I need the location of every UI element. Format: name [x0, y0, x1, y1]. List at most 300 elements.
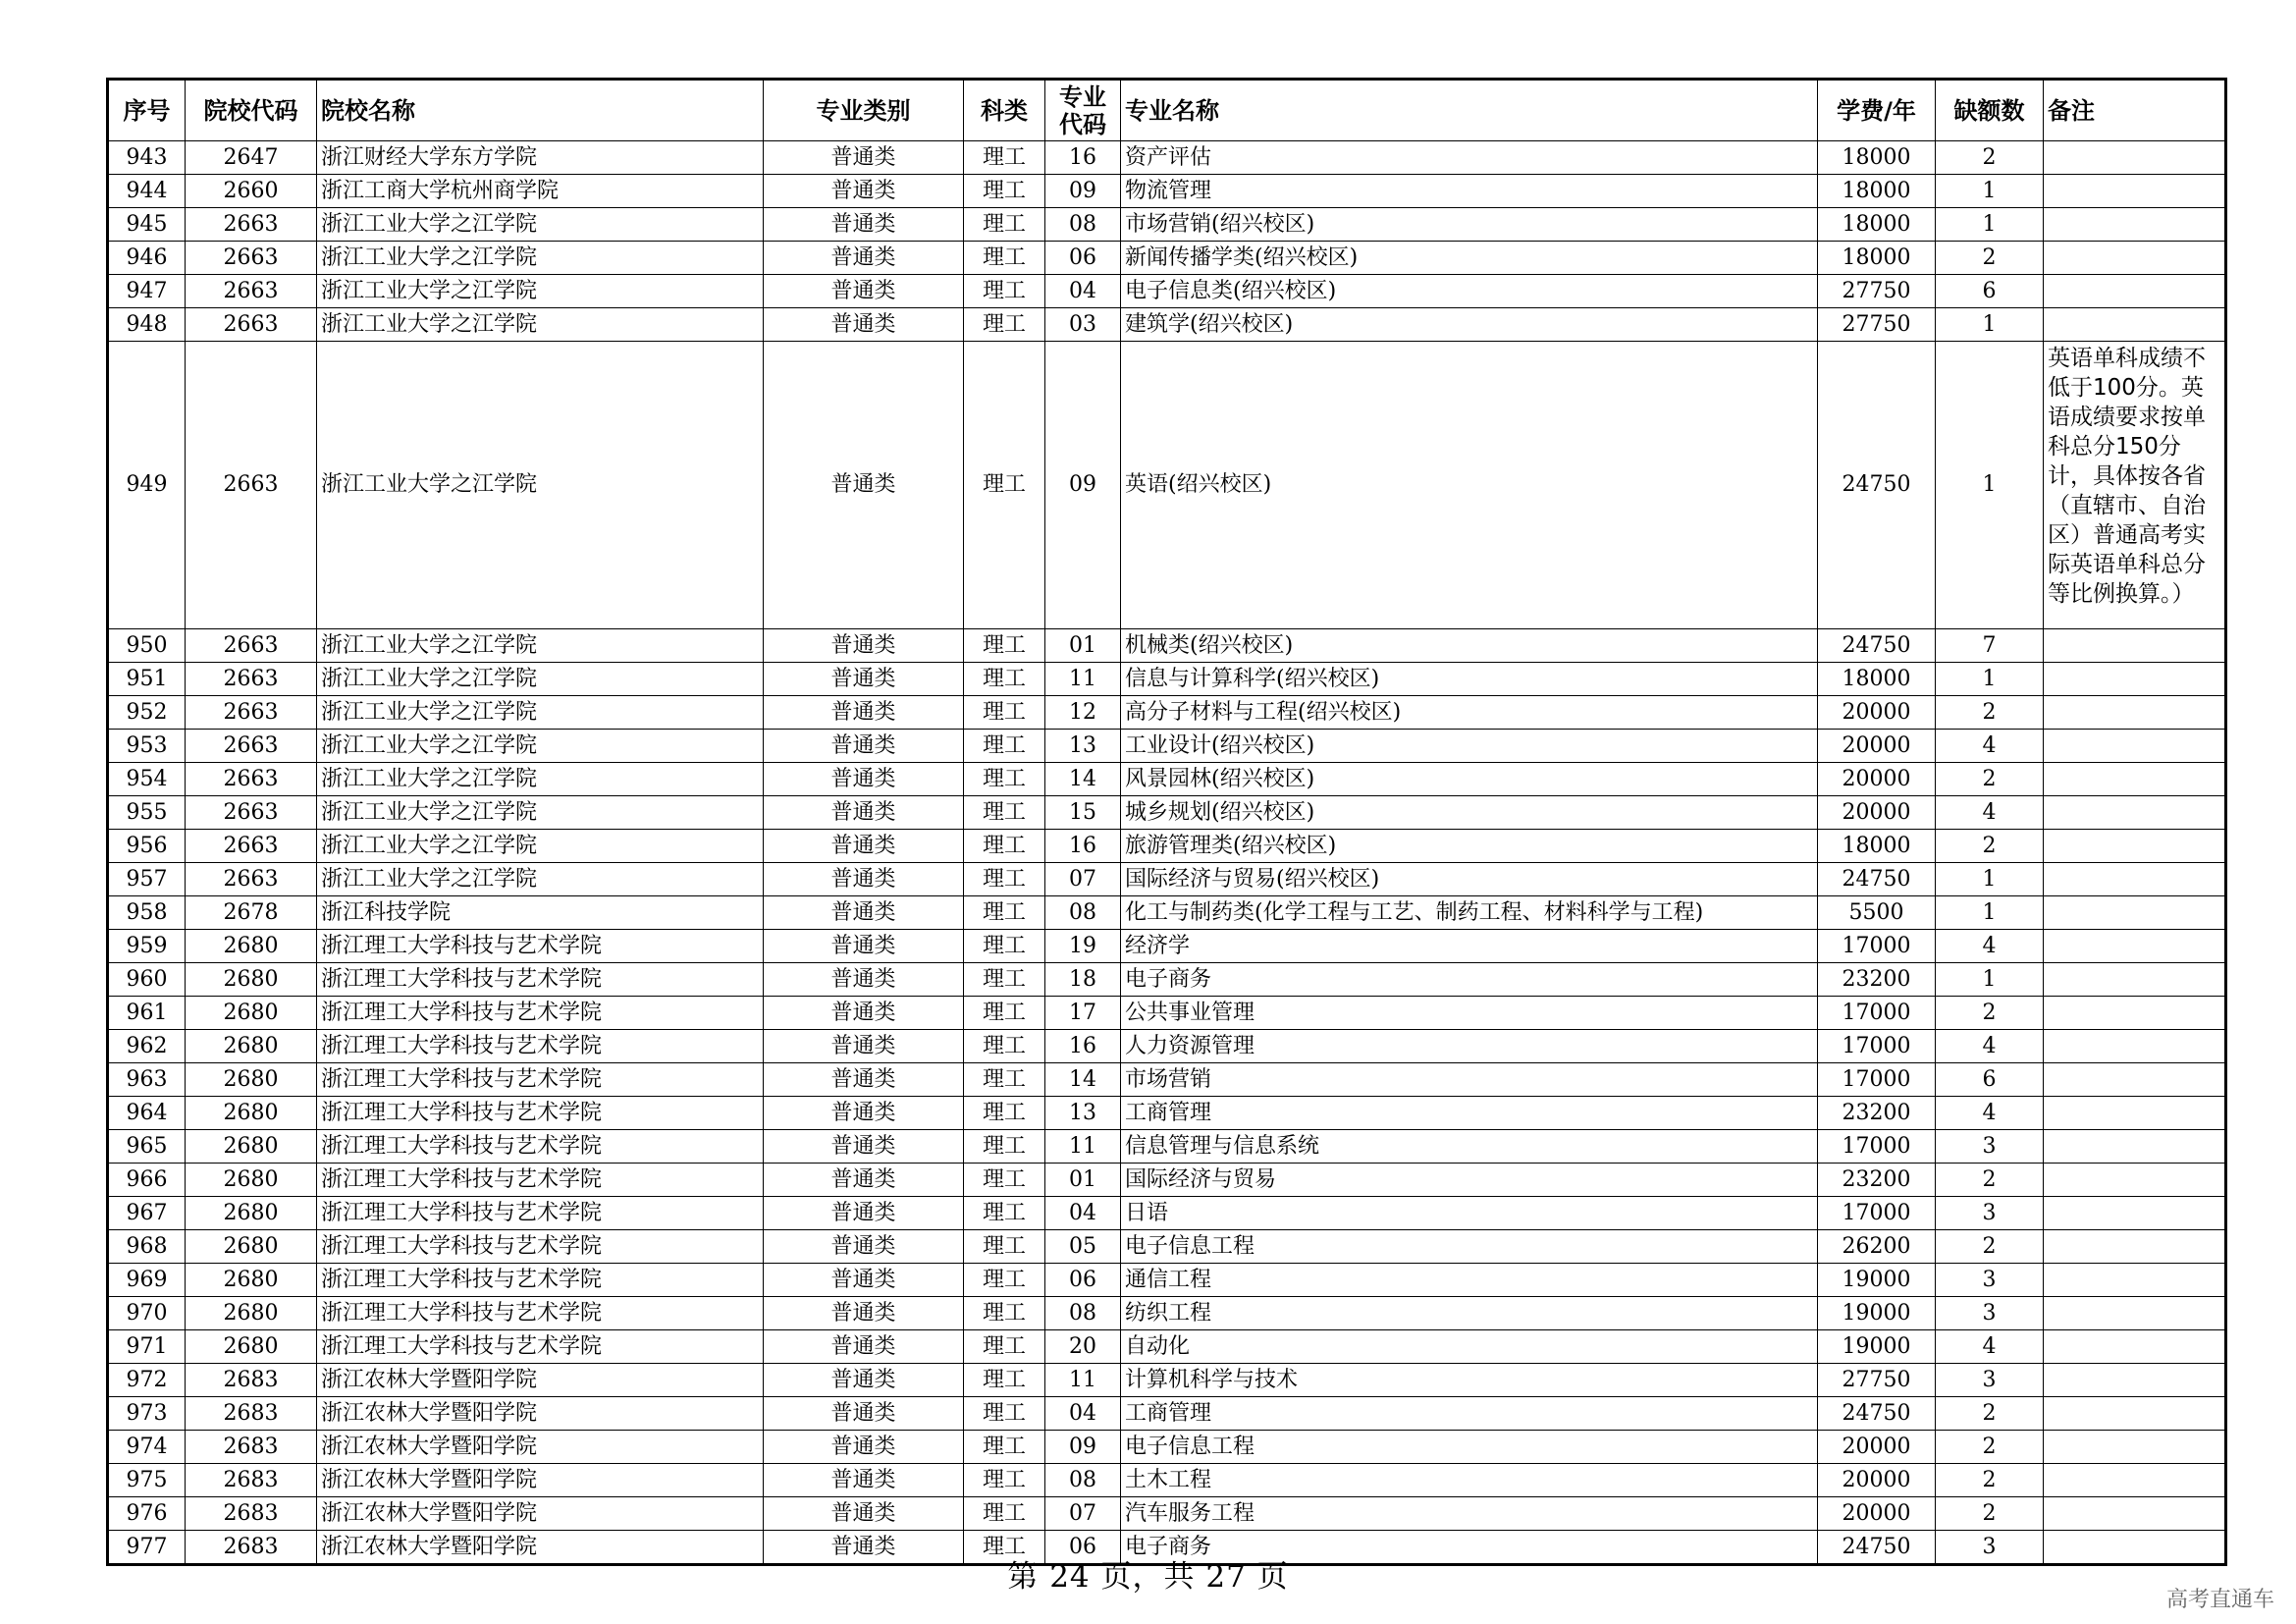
cell-school-name: 浙江工业大学之江学院 [317, 342, 764, 629]
cell-seq: 954 [108, 763, 186, 796]
cell-notes [2044, 1364, 2226, 1397]
cell-major-name: 新闻传播学类(绍兴校区) [1121, 242, 1818, 275]
cell-school-name: 浙江工商大学杭州商学院 [317, 175, 764, 208]
table-row [108, 175, 2226, 208]
cell-category: 普通类 [764, 896, 964, 930]
cell-category: 普通类 [764, 930, 964, 963]
cell-major-code: 11 [1045, 1364, 1121, 1397]
cell-vacancies: 2 [1936, 696, 2044, 730]
cell-school-name: 浙江农林大学暨阳学院 [317, 1464, 764, 1497]
table-row [108, 342, 2226, 629]
cell-subject-type: 理工 [964, 730, 1045, 763]
cell-major-code: 17 [1045, 997, 1121, 1030]
cell-school-code: 2683 [186, 1364, 317, 1397]
cell-major-name: 物流管理 [1121, 175, 1818, 208]
cell-school-code: 2680 [186, 1130, 317, 1164]
table-row [108, 208, 2226, 242]
cell-subject-type: 理工 [964, 963, 1045, 997]
header-subject-type: 科类 [964, 80, 1045, 141]
cell-seq: 966 [108, 1164, 186, 1197]
header-major-code [1045, 80, 1121, 141]
cell-school-name: 浙江农林大学暨阳学院 [317, 1431, 764, 1464]
cell-major-name: 城乡规划(绍兴校区) [1121, 796, 1818, 830]
header-tuition: 学费/年 [1818, 80, 1936, 141]
cell-major-code: 08 [1045, 896, 1121, 930]
cell-vacancies: 3 [1936, 1130, 2044, 1164]
cell-seq: 972 [108, 1364, 186, 1397]
cell-vacancies: 1 [1936, 208, 2044, 242]
table-row [108, 1364, 2226, 1397]
cell-notes [2044, 1431, 2226, 1464]
cell-school-name: 浙江理工大学科技与艺术学院 [317, 1164, 764, 1197]
cell-major-code: 13 [1045, 1097, 1121, 1130]
cell-school-name: 浙江工业大学之江学院 [317, 763, 764, 796]
cell-school-code: 2680 [186, 1097, 317, 1130]
cell-seq: 949 [108, 342, 186, 629]
cell-major-code: 07 [1045, 1497, 1121, 1531]
cell-major-name: 电子信息工程 [1121, 1230, 1818, 1264]
cell-subject-type: 理工 [964, 1130, 1045, 1164]
cell-school-code: 2663 [186, 863, 317, 896]
cell-school-name: 浙江理工大学科技与艺术学院 [317, 963, 764, 997]
cell-major-name: 电子信息类(绍兴校区) [1121, 275, 1818, 308]
cell-school-code: 2683 [186, 1464, 317, 1497]
cell-vacancies: 4 [1936, 1330, 2044, 1364]
cell-school-code: 2663 [186, 275, 317, 308]
cell-tuition: 18000 [1818, 830, 1936, 863]
cell-vacancies: 1 [1936, 663, 2044, 696]
cell-school-name: 浙江工业大学之江学院 [317, 830, 764, 863]
cell-seq: 951 [108, 663, 186, 696]
cell-school-name: 浙江科技学院 [317, 896, 764, 930]
cell-category: 普通类 [764, 1330, 964, 1364]
cell-tuition: 23200 [1818, 963, 1936, 997]
cell-category: 普通类 [764, 763, 964, 796]
cell-major-code: 09 [1045, 1431, 1121, 1464]
cell-major-name: 自动化 [1121, 1330, 1818, 1364]
table-row [108, 308, 2226, 342]
cell-school-code: 2680 [186, 1264, 317, 1297]
cell-major-code: 11 [1045, 1130, 1121, 1164]
cell-major-code: 01 [1045, 629, 1121, 663]
cell-school-code: 2663 [186, 830, 317, 863]
cell-major-code: 18 [1045, 963, 1121, 997]
cell-major-name: 电子商务 [1121, 963, 1818, 997]
cell-school-code: 2680 [186, 1164, 317, 1197]
cell-tuition: 17000 [1818, 1130, 1936, 1164]
cell-category: 普通类 [764, 1431, 964, 1464]
cell-tuition: 20000 [1818, 763, 1936, 796]
cell-major-name: 工商管理 [1121, 1097, 1818, 1130]
table-row [108, 1431, 2226, 1464]
cell-tuition: 20000 [1818, 696, 1936, 730]
cell-school-code: 2678 [186, 896, 317, 930]
header-school-code: 院校代码 [186, 80, 317, 141]
cell-notes [2044, 1197, 2226, 1230]
cell-school-name: 浙江理工大学科技与艺术学院 [317, 1030, 764, 1063]
cell-seq: 964 [108, 1097, 186, 1130]
cell-seq: 971 [108, 1330, 186, 1364]
cell-subject-type: 理工 [964, 1531, 1045, 1565]
cell-school-code: 2680 [186, 930, 317, 963]
cell-tuition: 24750 [1818, 1531, 1936, 1565]
cell-vacancies: 1 [1936, 308, 2044, 342]
cell-major-name: 电子商务 [1121, 1531, 1818, 1565]
cell-vacancies: 6 [1936, 1063, 2044, 1097]
cell-major-name: 工商管理 [1121, 1397, 1818, 1431]
cell-category: 普通类 [764, 208, 964, 242]
cell-tuition: 20000 [1818, 1497, 1936, 1531]
cell-subject-type: 理工 [964, 896, 1045, 930]
cell-notes [2044, 1464, 2226, 1497]
cell-seq: 948 [108, 308, 186, 342]
cell-seq: 955 [108, 796, 186, 830]
cell-category: 普通类 [764, 1297, 964, 1330]
cell-notes [2044, 275, 2226, 308]
cell-subject-type: 理工 [964, 763, 1045, 796]
cell-school-name: 浙江工业大学之江学院 [317, 796, 764, 830]
cell-seq: 960 [108, 963, 186, 997]
cell-school-name: 浙江工业大学之江学院 [317, 275, 764, 308]
cell-vacancies: 4 [1936, 1097, 2044, 1130]
cell-major-code: 06 [1045, 242, 1121, 275]
cell-seq: 974 [108, 1431, 186, 1464]
cell-subject-type: 理工 [964, 1097, 1045, 1130]
cell-vacancies: 4 [1936, 930, 2044, 963]
cell-tuition: 20000 [1818, 1431, 1936, 1464]
cell-notes [2044, 175, 2226, 208]
cell-seq: 961 [108, 997, 186, 1030]
cell-seq: 958 [108, 896, 186, 930]
cell-major-code: 16 [1045, 141, 1121, 175]
cell-school-code: 2663 [186, 242, 317, 275]
cell-category: 普通类 [764, 1197, 964, 1230]
cell-notes [2044, 629, 2226, 663]
cell-subject-type: 理工 [964, 1330, 1045, 1364]
cell-school-name: 浙江理工大学科技与艺术学院 [317, 1297, 764, 1330]
header-row [108, 80, 2226, 141]
cell-major-code: 06 [1045, 1531, 1121, 1565]
cell-school-name: 浙江工业大学之江学院 [317, 863, 764, 896]
cell-major-code: 19 [1045, 930, 1121, 963]
table-row [108, 1030, 2226, 1063]
cell-category: 普通类 [764, 1264, 964, 1297]
cell-school-code: 2680 [186, 1297, 317, 1330]
header-notes: 备注 [2044, 80, 2226, 141]
cell-school-code: 2663 [186, 796, 317, 830]
cell-seq: 952 [108, 696, 186, 730]
cell-subject-type: 理工 [964, 663, 1045, 696]
cell-category: 普通类 [764, 796, 964, 830]
cell-major-code: 08 [1045, 1464, 1121, 1497]
cell-seq: 963 [108, 1063, 186, 1097]
cell-major-name: 高分子材料与工程(绍兴校区) [1121, 696, 1818, 730]
cell-major-code: 16 [1045, 830, 1121, 863]
cell-category: 普通类 [764, 141, 964, 175]
cell-school-name: 浙江理工大学科技与艺术学院 [317, 1330, 764, 1364]
cell-school-name: 浙江工业大学之江学院 [317, 629, 764, 663]
cell-subject-type: 理工 [964, 1030, 1045, 1063]
enrollment-table [106, 78, 2227, 1566]
cell-school-code: 2647 [186, 141, 317, 175]
cell-major-name: 汽车服务工程 [1121, 1497, 1818, 1531]
cell-tuition: 26200 [1818, 1230, 1936, 1264]
cell-tuition: 18000 [1818, 663, 1936, 696]
cell-major-code: 06 [1045, 1264, 1121, 1297]
cell-major-code: 12 [1045, 696, 1121, 730]
cell-school-name: 浙江理工大学科技与艺术学院 [317, 1197, 764, 1230]
cell-school-name: 浙江工业大学之江学院 [317, 663, 764, 696]
table-row [108, 1330, 2226, 1364]
cell-tuition: 20000 [1818, 1464, 1936, 1497]
cell-tuition: 17000 [1818, 1030, 1936, 1063]
cell-notes [2044, 308, 2226, 342]
cell-vacancies: 2 [1936, 1397, 2044, 1431]
cell-subject-type: 理工 [964, 208, 1045, 242]
cell-tuition: 23200 [1818, 1164, 1936, 1197]
cell-notes [2044, 896, 2226, 930]
cell-category: 普通类 [764, 1164, 964, 1197]
cell-notes [2044, 1330, 2226, 1364]
cell-tuition: 24750 [1818, 342, 1936, 629]
cell-tuition: 18000 [1818, 175, 1936, 208]
cell-vacancies: 3 [1936, 1364, 2044, 1397]
cell-subject-type: 理工 [964, 1497, 1045, 1531]
cell-school-code: 2683 [186, 1497, 317, 1531]
cell-major-name: 旅游管理类(绍兴校区) [1121, 830, 1818, 863]
cell-tuition: 20000 [1818, 796, 1936, 830]
cell-subject-type: 理工 [964, 1397, 1045, 1431]
table-row [108, 1297, 2226, 1330]
cell-seq: 947 [108, 275, 186, 308]
table-row [108, 1164, 2226, 1197]
cell-major-code: 15 [1045, 796, 1121, 830]
cell-school-name: 浙江财经大学东方学院 [317, 141, 764, 175]
cell-seq: 970 [108, 1297, 186, 1330]
cell-subject-type: 理工 [964, 696, 1045, 730]
cell-vacancies: 2 [1936, 1164, 2044, 1197]
cell-seq: 968 [108, 1230, 186, 1264]
cell-seq: 956 [108, 830, 186, 863]
table-row [108, 141, 2226, 175]
cell-school-name: 浙江理工大学科技与艺术学院 [317, 1230, 764, 1264]
cell-school-code: 2663 [186, 342, 317, 629]
cell-major-name: 国际经济与贸易(绍兴校区) [1121, 863, 1818, 896]
cell-subject-type: 理工 [964, 1297, 1045, 1330]
cell-seq: 945 [108, 208, 186, 242]
cell-school-code: 2663 [186, 208, 317, 242]
cell-notes [2044, 1164, 2226, 1197]
cell-major-code: 04 [1045, 1397, 1121, 1431]
cell-category: 普通类 [764, 175, 964, 208]
cell-school-code: 2663 [186, 763, 317, 796]
cell-major-name: 经济学 [1121, 930, 1818, 963]
header-seq: 序号 [108, 80, 186, 141]
cell-seq: 975 [108, 1464, 186, 1497]
cell-school-code: 2680 [186, 997, 317, 1030]
table-body [108, 141, 2226, 1565]
cell-category: 普通类 [764, 1364, 964, 1397]
cell-major-name: 土木工程 [1121, 1464, 1818, 1497]
cell-school-name: 浙江农林大学暨阳学院 [317, 1397, 764, 1431]
cell-category: 普通类 [764, 997, 964, 1030]
cell-tuition: 24750 [1818, 1397, 1936, 1431]
header-school-name: 院校名称 [317, 80, 764, 141]
cell-notes [2044, 1397, 2226, 1431]
cell-major-code: 11 [1045, 663, 1121, 696]
cell-school-name: 浙江工业大学之江学院 [317, 730, 764, 763]
cell-school-name: 浙江农林大学暨阳学院 [317, 1497, 764, 1531]
cell-subject-type: 理工 [964, 830, 1045, 863]
cell-category: 普通类 [764, 629, 964, 663]
cell-major-name: 计算机科学与技术 [1121, 1364, 1818, 1397]
cell-seq: 962 [108, 1030, 186, 1063]
cell-school-code: 2663 [186, 629, 317, 663]
cell-category: 普通类 [764, 1230, 964, 1264]
cell-tuition: 27750 [1818, 1364, 1936, 1397]
table-row [108, 242, 2226, 275]
cell-category: 普通类 [764, 663, 964, 696]
cell-notes [2044, 141, 2226, 175]
cell-subject-type: 理工 [964, 796, 1045, 830]
table-row [108, 696, 2226, 730]
cell-category: 普通类 [764, 1397, 964, 1431]
cell-vacancies: 2 [1936, 1431, 2044, 1464]
cell-notes [2044, 730, 2226, 763]
cell-major-code: 14 [1045, 1063, 1121, 1097]
table-row [108, 830, 2226, 863]
cell-school-name: 浙江理工大学科技与艺术学院 [317, 1264, 764, 1297]
table-row [108, 1097, 2226, 1130]
cell-vacancies: 2 [1936, 242, 2044, 275]
cell-school-code: 2663 [186, 663, 317, 696]
cell-school-name: 浙江农林大学暨阳学院 [317, 1364, 764, 1397]
cell-category: 普通类 [764, 1464, 964, 1497]
cell-notes [2044, 997, 2226, 1030]
table-row [108, 963, 2226, 997]
table-row [108, 1497, 2226, 1531]
cell-major-code: 03 [1045, 308, 1121, 342]
cell-vacancies: 2 [1936, 1464, 2044, 1497]
cell-subject-type: 理工 [964, 275, 1045, 308]
cell-seq: 943 [108, 141, 186, 175]
cell-school-code: 2660 [186, 175, 317, 208]
cell-school-code: 2663 [186, 308, 317, 342]
cell-major-name: 机械类(绍兴校区) [1121, 629, 1818, 663]
cell-school-name: 浙江工业大学之江学院 [317, 308, 764, 342]
cell-subject-type: 理工 [964, 342, 1045, 629]
cell-subject-type: 理工 [964, 863, 1045, 896]
cell-seq: 969 [108, 1264, 186, 1297]
cell-major-name: 信息与计算科学(绍兴校区) [1121, 663, 1818, 696]
cell-category: 普通类 [764, 1030, 964, 1063]
cell-vacancies: 1 [1936, 896, 2044, 930]
cell-notes [2044, 1230, 2226, 1264]
cell-school-code: 2683 [186, 1531, 317, 1565]
cell-category: 普通类 [764, 308, 964, 342]
cell-major-name: 英语(绍兴校区) [1121, 342, 1818, 629]
cell-seq: 946 [108, 242, 186, 275]
cell-tuition: 19000 [1818, 1297, 1936, 1330]
cell-major-name: 化工与制药类(化学工程与工艺、制药工程、材料科学与工程) [1121, 896, 1818, 930]
cell-seq: 950 [108, 629, 186, 663]
cell-notes [2044, 1097, 2226, 1130]
cell-subject-type: 理工 [964, 141, 1045, 175]
cell-school-name: 浙江理工大学科技与艺术学院 [317, 930, 764, 963]
cell-subject-type: 理工 [964, 1431, 1045, 1464]
cell-seq: 959 [108, 930, 186, 963]
cell-subject-type: 理工 [964, 930, 1045, 963]
table-row [108, 863, 2226, 896]
cell-school-name: 浙江理工大学科技与艺术学院 [317, 997, 764, 1030]
cell-tuition: 17000 [1818, 930, 1936, 963]
cell-category: 普通类 [764, 830, 964, 863]
cell-major-name: 市场营销(绍兴校区) [1121, 208, 1818, 242]
cell-notes [2044, 1297, 2226, 1330]
cell-seq: 967 [108, 1197, 186, 1230]
cell-vacancies: 1 [1936, 963, 2044, 997]
cell-vacancies: 3 [1936, 1264, 2044, 1297]
table-row [108, 896, 2226, 930]
cell-subject-type: 理工 [964, 1364, 1045, 1397]
cell-major-code: 05 [1045, 1230, 1121, 1264]
cell-vacancies: 2 [1936, 1230, 2044, 1264]
cell-school-code: 2680 [186, 1330, 317, 1364]
table-row [108, 1397, 2226, 1431]
cell-category: 普通类 [764, 1531, 964, 1565]
cell-subject-type: 理工 [964, 1230, 1045, 1264]
table-row [108, 796, 2226, 830]
cell-notes [2044, 1130, 2226, 1164]
cell-tuition: 24750 [1818, 863, 1936, 896]
cell-tuition: 18000 [1818, 242, 1936, 275]
table-row [108, 1063, 2226, 1097]
cell-notes [2044, 963, 2226, 997]
header-major-code-text: 专业 代码 [1059, 82, 1106, 138]
page-footer: 第 24 页，共 27 页 [1007, 1559, 1289, 1595]
cell-vacancies: 1 [1936, 175, 2044, 208]
cell-tuition: 17000 [1818, 1063, 1936, 1097]
cell-vacancies: 3 [1936, 1531, 2044, 1565]
header-vacancies: 缺额数 [1936, 80, 2044, 141]
cell-tuition: 17000 [1818, 997, 1936, 1030]
cell-major-code: 04 [1045, 1197, 1121, 1230]
cell-subject-type: 理工 [964, 1464, 1045, 1497]
cell-subject-type: 理工 [964, 1264, 1045, 1297]
cell-subject-type: 理工 [964, 308, 1045, 342]
cell-tuition: 18000 [1818, 208, 1936, 242]
cell-major-name: 通信工程 [1121, 1264, 1818, 1297]
table-row [108, 1197, 2226, 1230]
cell-tuition: 24750 [1818, 629, 1936, 663]
cell-category: 普通类 [764, 1097, 964, 1130]
cell-major-name: 公共事业管理 [1121, 997, 1818, 1030]
cell-subject-type: 理工 [964, 242, 1045, 275]
cell-school-code: 2680 [186, 1197, 317, 1230]
cell-school-name: 浙江工业大学之江学院 [317, 208, 764, 242]
cell-seq: 953 [108, 730, 186, 763]
cell-major-code: 01 [1045, 1164, 1121, 1197]
cell-school-name: 浙江理工大学科技与艺术学院 [317, 1097, 764, 1130]
cell-major-name: 纺织工程 [1121, 1297, 1818, 1330]
cell-school-name: 浙江理工大学科技与艺术学院 [317, 1130, 764, 1164]
cell-vacancies: 2 [1936, 1497, 2044, 1531]
cell-tuition: 19000 [1818, 1330, 1936, 1364]
cell-major-code: 04 [1045, 275, 1121, 308]
table-row [108, 629, 2226, 663]
cell-major-name: 工业设计(绍兴校区) [1121, 730, 1818, 763]
cell-vacancies: 2 [1936, 830, 2044, 863]
